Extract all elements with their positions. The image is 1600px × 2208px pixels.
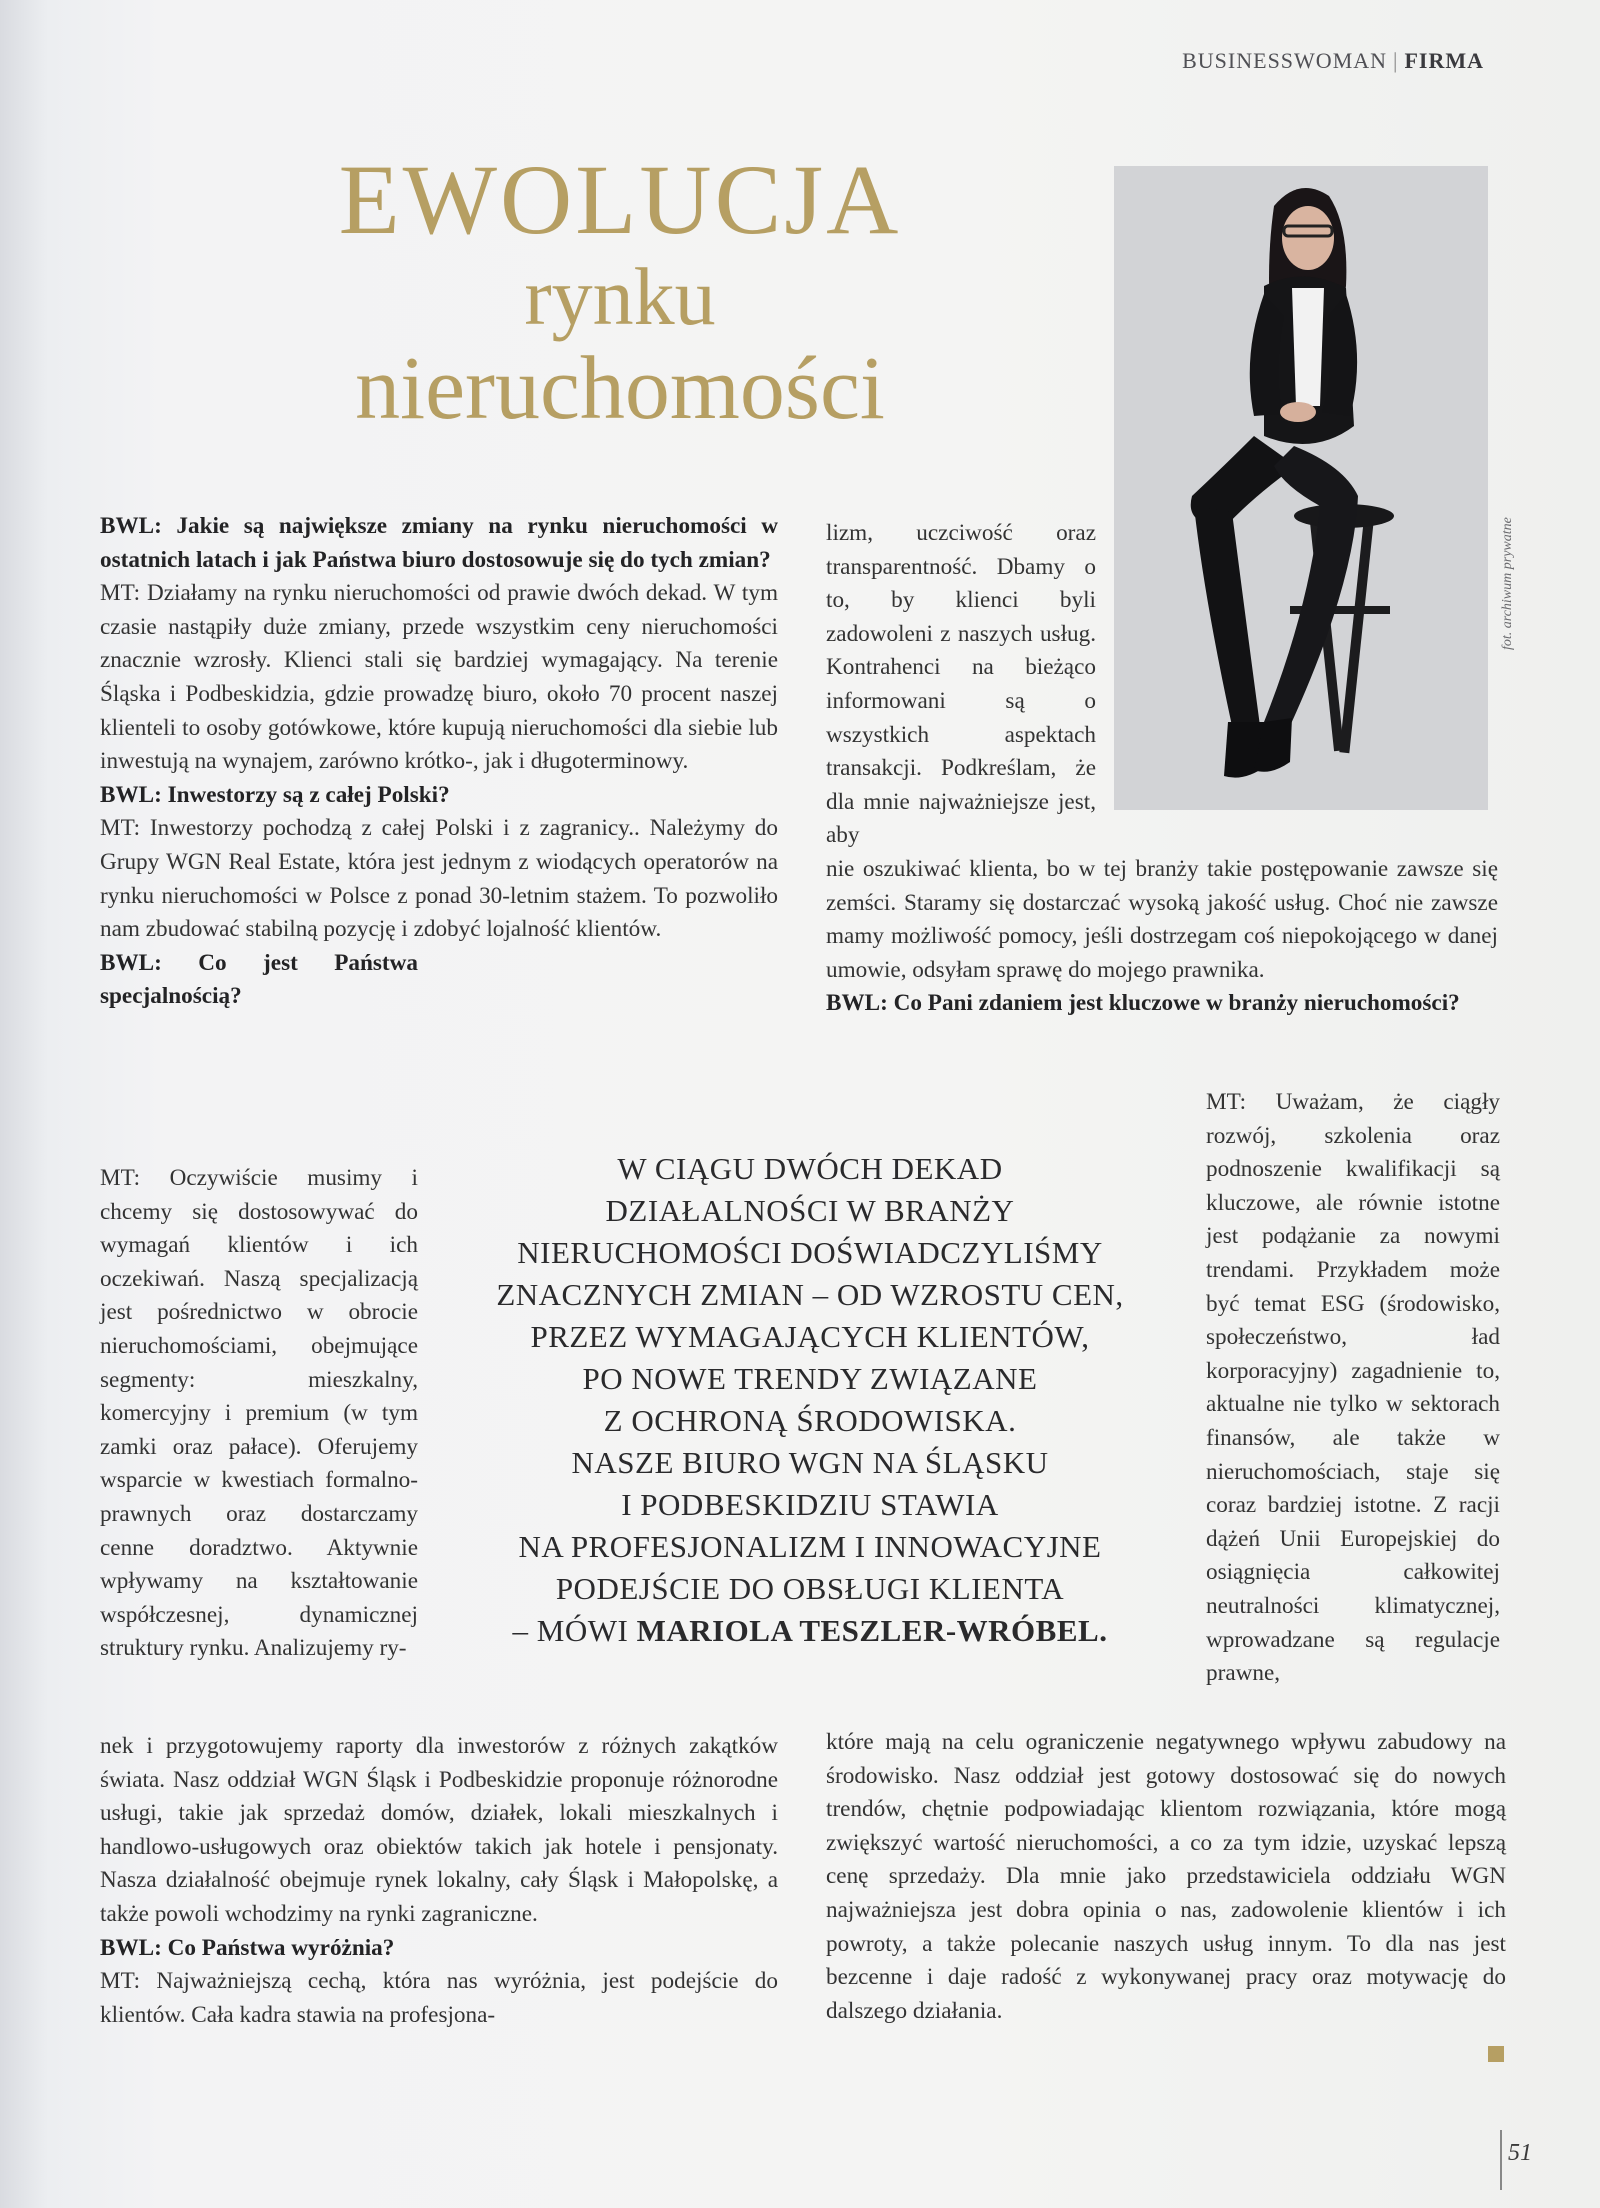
page-header: [1182, 48, 1484, 74]
text-column-right-wide: [826, 853, 1498, 1021]
question-5: BWL: Co Pani zdaniem jest kluczowe w branży nieruchomości?: [826, 990, 1460, 1017]
header-separator: |: [1393, 48, 1399, 73]
end-of-article-mark: [1488, 2046, 1504, 2062]
magazine-name: BUSINESSWOMAN: [1182, 48, 1388, 73]
text-column-left-narrow: [100, 1162, 418, 1666]
text-column-right-bottom: [826, 1726, 1506, 2028]
pull-quote-line: PRZEZ WYMAGAJĄCYCH KLIENTÓW,: [530, 1319, 1090, 1354]
title-line-3: nieruchomości: [355, 339, 885, 438]
answer-4-continued: lizm, uczciwość oraz transparentność. Dbamy o to, by klienci byli zadowoleni z naszych usług. Kontrahenci na bieżąco informowani są o wszystkich aspektach transakcji. Podkreślam, że dla mnie najważniejsze jest, aby: [826, 520, 1096, 849]
answer-3-continued: nek i przygotowujemy raporty dla inwestorów z różnych zakątków świata. Nasz oddział WGN Śląsk i Podbeskidzie proponuje różnorodne usługi, takie jak sprzedaż domów, działek, lokali mieszkalnych i handlowo-usługowych oraz obiektów takich jak hotele i pensjonaty. Nasza działalność obejmuje rynek lokalny, cały Śląsk i Małopolskę, a także powoli wchodzimy na rynki zagraniczne.: [100, 1733, 778, 1927]
pull-quote-line: Z OCHRONĄ ŚRODOWISKA.: [603, 1403, 1017, 1438]
page-number-rule: [1500, 2130, 1502, 2190]
article-title: [220, 144, 1020, 438]
portrait-photo: [1114, 166, 1488, 810]
pull-quote-line: NIERUCHOMOŚCI DOŚWIADCZYLIŚMY: [517, 1235, 1103, 1270]
photo-credit: fot. archiwum prywatne: [1500, 517, 1515, 650]
answer-3: MT: Oczywiście musimy i chcemy się dostosowywać do wymagań klientów i ich oczekiwań. Naszą specjalizacją jest pośrednictwo w obrocie nieruchomościami, obejmujące segmenty: mieszkalny, komercyjny i premium (w tym zamki oraz pałace). Oferujemy wsparcie w kwestiach formalno-prawnych oraz dostarczamy cenne doradztwo. Aktywnie wpływamy na kształtowanie współczesnej, dynamicznej struktury rynku. Analizujemy ry-: [100, 1165, 418, 1662]
page-number: 51: [1508, 2140, 1532, 2166]
attribution-name: MARIOLA TESZLER-WRÓBEL.: [636, 1613, 1108, 1648]
text-column-right-narrow-top: [826, 517, 1096, 853]
question-4: BWL: Co Państwa wyróżnia?: [100, 1934, 395, 1961]
answer-4-end: nie oszukiwać klienta, bo w tej branży takie postępowanie zawsze się zemści. Staramy się dostarczać wysoką jakość usług. Choć nie zawsze mamy możliwość pomocy, jeśli dostrzegam coś niepokojącego w danej umowie, odsyłam sprawę do mojego prawnika.: [826, 856, 1498, 983]
answer-2: MT: Inwestorzy pochodzą z całej Polski i z zagranicy.. Należymy do Grupy WGN Real Estate, która jest jednym z wiodących operatorów na rynku nieruchomości w Polsce z ponad 30-letnim stażem. To pozwoliło nam zbudować stabilną pozycję i zdobyć lojalność klientów.: [100, 815, 778, 943]
answer-5: MT: Uważam, że ciągły rozwój, szkolenia oraz podnoszenie kwalifikacji są kluczowe, ale równie istotne jest podążanie za nowymi trendami. Przykładem może być temat ESG (środowisko, społeczeństwo, ład korporacyjny) zagadnienie to, aktualne nie tylko w sektorach finansów, ale także w nieruchomościach, staje się coraz bardziej istotne. Z racji dążeń Unii Europejskiej do osiągnięcia całkowitej neutralności klimatycznej, wprowadzane są regulacje prawne,: [1206, 1089, 1500, 1687]
answer-4: MT: Najważniejszą cechą, która nas wyróżnia, jest podejście do klientów. Cała kadra stawia na profesjona-: [100, 1968, 778, 2028]
pull-quote-line: W CIĄGU DWÓCH DEKAD: [617, 1151, 1003, 1186]
pull-quote-line: DZIAŁALNOŚCI W BRANŻY: [605, 1193, 1015, 1228]
attribution-prefix: – MÓWI: [512, 1613, 629, 1648]
title-line-2: rynku: [524, 251, 716, 342]
question-2: BWL: Inwestorzy są z całej Polski?: [100, 781, 450, 808]
section-name: FIRMA: [1404, 48, 1484, 73]
answer-1: MT: Działamy na rynku nieruchomości od prawie dwóch dekad. W tym czasie nastąpiły duże zmiany, przede wszystkim ceny nieruchomości znacznie wzrosły. Klienci stali się bardziej wymagający. Na terenie Śląska i Podbeskidzia, gdzie prowadzę biuro, około 70 procent naszej klienteli to osoby gotówkowe, które kupują nieruchomości dla siebie lub inwestują na wynajem, zarówno krótko-, jak i długoterminowy.: [100, 580, 778, 775]
text-column-left-top: [100, 510, 778, 1014]
text-column-right-narrow-mid: [1206, 1086, 1500, 1691]
pull-quote-line: NASZE BIURO WGN NA ŚLĄSKU: [571, 1445, 1049, 1480]
portrait-illustration: [1114, 166, 1488, 810]
pull-quote: [450, 1148, 1170, 1652]
answer-5-continued: które mają na celu ograniczenie negatywnego wpływu zabudowy na środowisko. Nasz oddział jest gotowy dostosować się do nowych trendów, chętnie podpowiadając klientom rozwiązania, które mogą zwiększyć wartość nieruchomości, a co za tym idzie, uzyskać lepszą cenę sprzedaży. Dla mnie jako przedstawiciela oddziału WGN najważniejsza jest dobra opinia o nas, zadowolenie klientów i ich powroty, a także polecanie naszych usług innym. To dla nas jest bezcenne i daje radość z wykonywanej pracy oraz motywację do dalszego działania.: [826, 1729, 1506, 2024]
title-line-1: EWOLUCJA: [338, 144, 902, 255]
text-column-left-bottom: [100, 1730, 778, 2032]
question-3: BWL: Co jest Państwa specjalnością?: [100, 949, 418, 1010]
pull-quote-attribution: [450, 1610, 1170, 1652]
pull-quote-line: I PODBESKIDZIU STAWIA: [621, 1487, 999, 1522]
pull-quote-line: ZNACZNYCH ZMIAN – OD WZROSTU CEN,: [496, 1277, 1124, 1312]
pull-quote-line: PODEJŚCIE DO OBSŁUGI KLIENTA: [555, 1571, 1065, 1606]
question-1: BWL: Jakie są największe zmiany na rynku nieruchomości w ostatnich latach i jak Państwa biuro dostosowuje się do tych zmian?: [100, 513, 778, 573]
pull-quote-line: PO NOWE TRENDY ZWIĄZANE: [582, 1361, 1038, 1396]
pull-quote-line: NA PROFESJONALIZM I INNOWACYJNE: [518, 1529, 1102, 1564]
